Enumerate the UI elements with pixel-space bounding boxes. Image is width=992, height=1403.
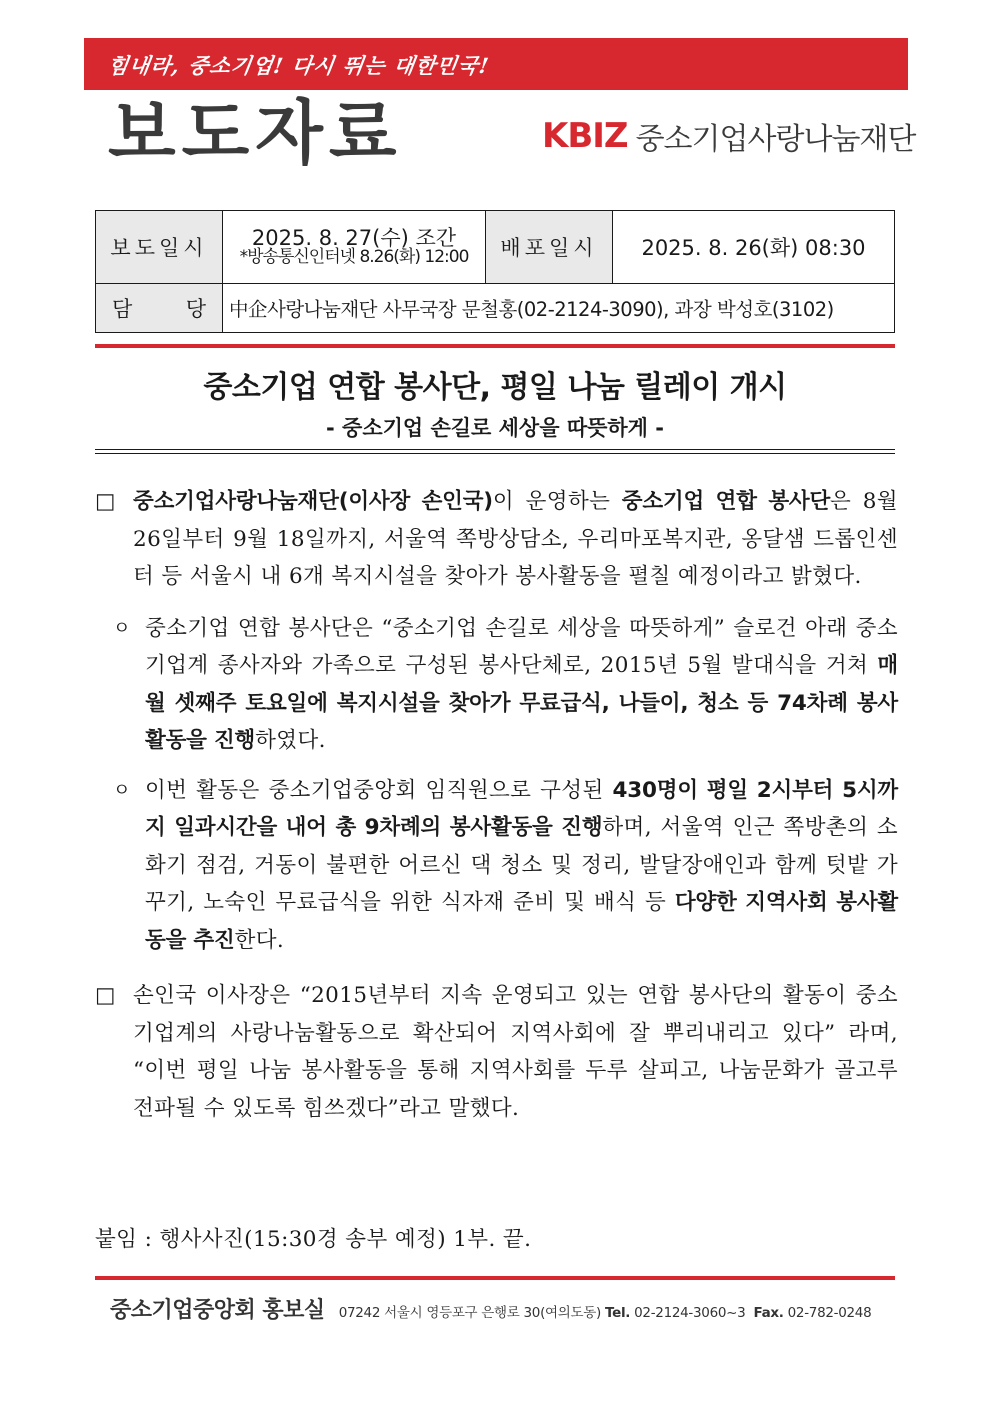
body-text: 손인국 이사장은 “2015년부터 지속 운영되고 있는 연합 봉사단의 활동이 중소기업계의 사랑나눔활동으로 확산되어 지역사회에 잘 뿌리내리고 있다” 라며, “이번 평일 나눔 봉사활동을 통해 지역사회를 두루 살피고, 나눔문화가 골고루 전파될 수 있도록 힘쓰겠다”라고 말했다. [133,983,898,1121]
tel-label: Tel. [604,1305,631,1321]
article-body [95,483,898,1127]
logo-name: 중소기업사랑나눔재단 [635,122,916,157]
paragraph-3 [95,772,898,960]
body-text: 하였다. [255,728,326,753]
bold-text: 430명이 평일 2시부터 5시까지 일과시간을 내어 총 9차례의 봉사활동을 진행 [145,777,898,840]
slogan-text: 힘내라, 중소기업! 다시 뛰는 대한민국! [106,53,491,78]
bold-text: 다양한 지역사회 봉사활동을 추진 [145,890,898,953]
contact-label [96,284,223,333]
square-bullet: □ [95,983,116,1008]
body-text: 은 8월 26일부터 9월 18일까지, 서울역 쪽방상담소, 우리마포복지관, 옹달샘 드롭인센터 등 서울시 내 6개 복지시설을 찾아가 봉사활동을 펼칠 예정이라고 밝혔다. [133,489,898,589]
subheadline: - 중소기업 손길로 세상을 따뜻하게 - [326,416,664,440]
headline: 중소기업 연합 봉사단, 평일 나눔 릴레이 개시 [203,370,787,405]
release-date: 2025. 8. 27(수) 조간 [251,226,457,251]
footer-contact [339,1301,872,1321]
release-date-label: 보도일시 [96,211,223,284]
contact-label-part-1: 담 [112,297,133,321]
distribution-date-label: 배포일시 [486,211,613,284]
contact-person: 中企사랑나눔재단 사무국장 문철홍(02-2124-3090), 과장 박성호(3102) [223,284,895,333]
distribution-date: 2025. 8. 26(화) 08:30 [613,211,895,284]
footer-divider [95,1276,895,1280]
paragraph-4 [95,977,898,1127]
footer-fax: 02-782-0248 [787,1305,872,1321]
circle-bullet: ㅇ [113,617,131,639]
bold-text: 중소기업사랑나눔재단(이사장 손인국) [133,489,493,514]
body-text: 한다. [234,927,285,953]
footer-address: 07242 서울시 영등포구 은행로 30(여의도동) [338,1305,601,1321]
footer-tel: 02-2124-3060~3 [634,1305,746,1321]
header-divider [95,344,895,348]
footer [110,1293,871,1324]
contact-label-part-2: 당 [185,297,206,321]
body-text: 하며, 서울역 인근 쪽방촌의 소화기 점검, 거동이 불편한 어르신 댁 청소 및 정리, 발달장애인과 함께 텃밭 가꾸기, 노숙인 무료급식을 위한 식자재 준비 및 배식 등 [145,815,898,915]
fax-label: Fax. [753,1305,784,1321]
body-text: 이번 활동은 중소기업중앙회 임직원으로 구성된 [145,777,613,803]
body-text: 중소기업 연합 봉사단은 “중소기업 손길로 세상을 따뜻하게” 슬로건 아래 중소기업계 종사자와 가족으로 구성된 봉사단체로, 2015년 5월 발대식을 거쳐 [145,615,898,678]
release-info-table [95,210,895,333]
slogan-banner [84,38,908,90]
bold-text: 중소기업 연합 봉사단 [621,489,831,514]
circle-bullet: ㅇ [113,779,131,801]
paragraph-1 [95,483,898,596]
release-note: *방송통신인터넷 8.26(화) 12:00 [239,247,469,268]
kbiz-logo [542,114,915,158]
attachment-note: 붙임 : 행사사진(15:30경 송부 예정) 1부. 끝. [95,1227,532,1252]
body-text: 이 운영하는 [492,489,622,514]
logo-mark: KBIZ [542,116,628,156]
square-bullet: □ [95,489,116,514]
bold-text: 매월 셋째주 토요일에 복지시설을 찾아가 무료급식, 나들이, 청소 등 74차례 봉사활동을 진행 [145,653,898,753]
footer-organization: 중소기업중앙회 홍보실 [110,1298,325,1323]
document-type-title: 보도자료 [108,92,403,174]
release-date-cell [223,211,486,284]
headline-divider [95,449,895,454]
paragraph-2 [95,610,898,760]
